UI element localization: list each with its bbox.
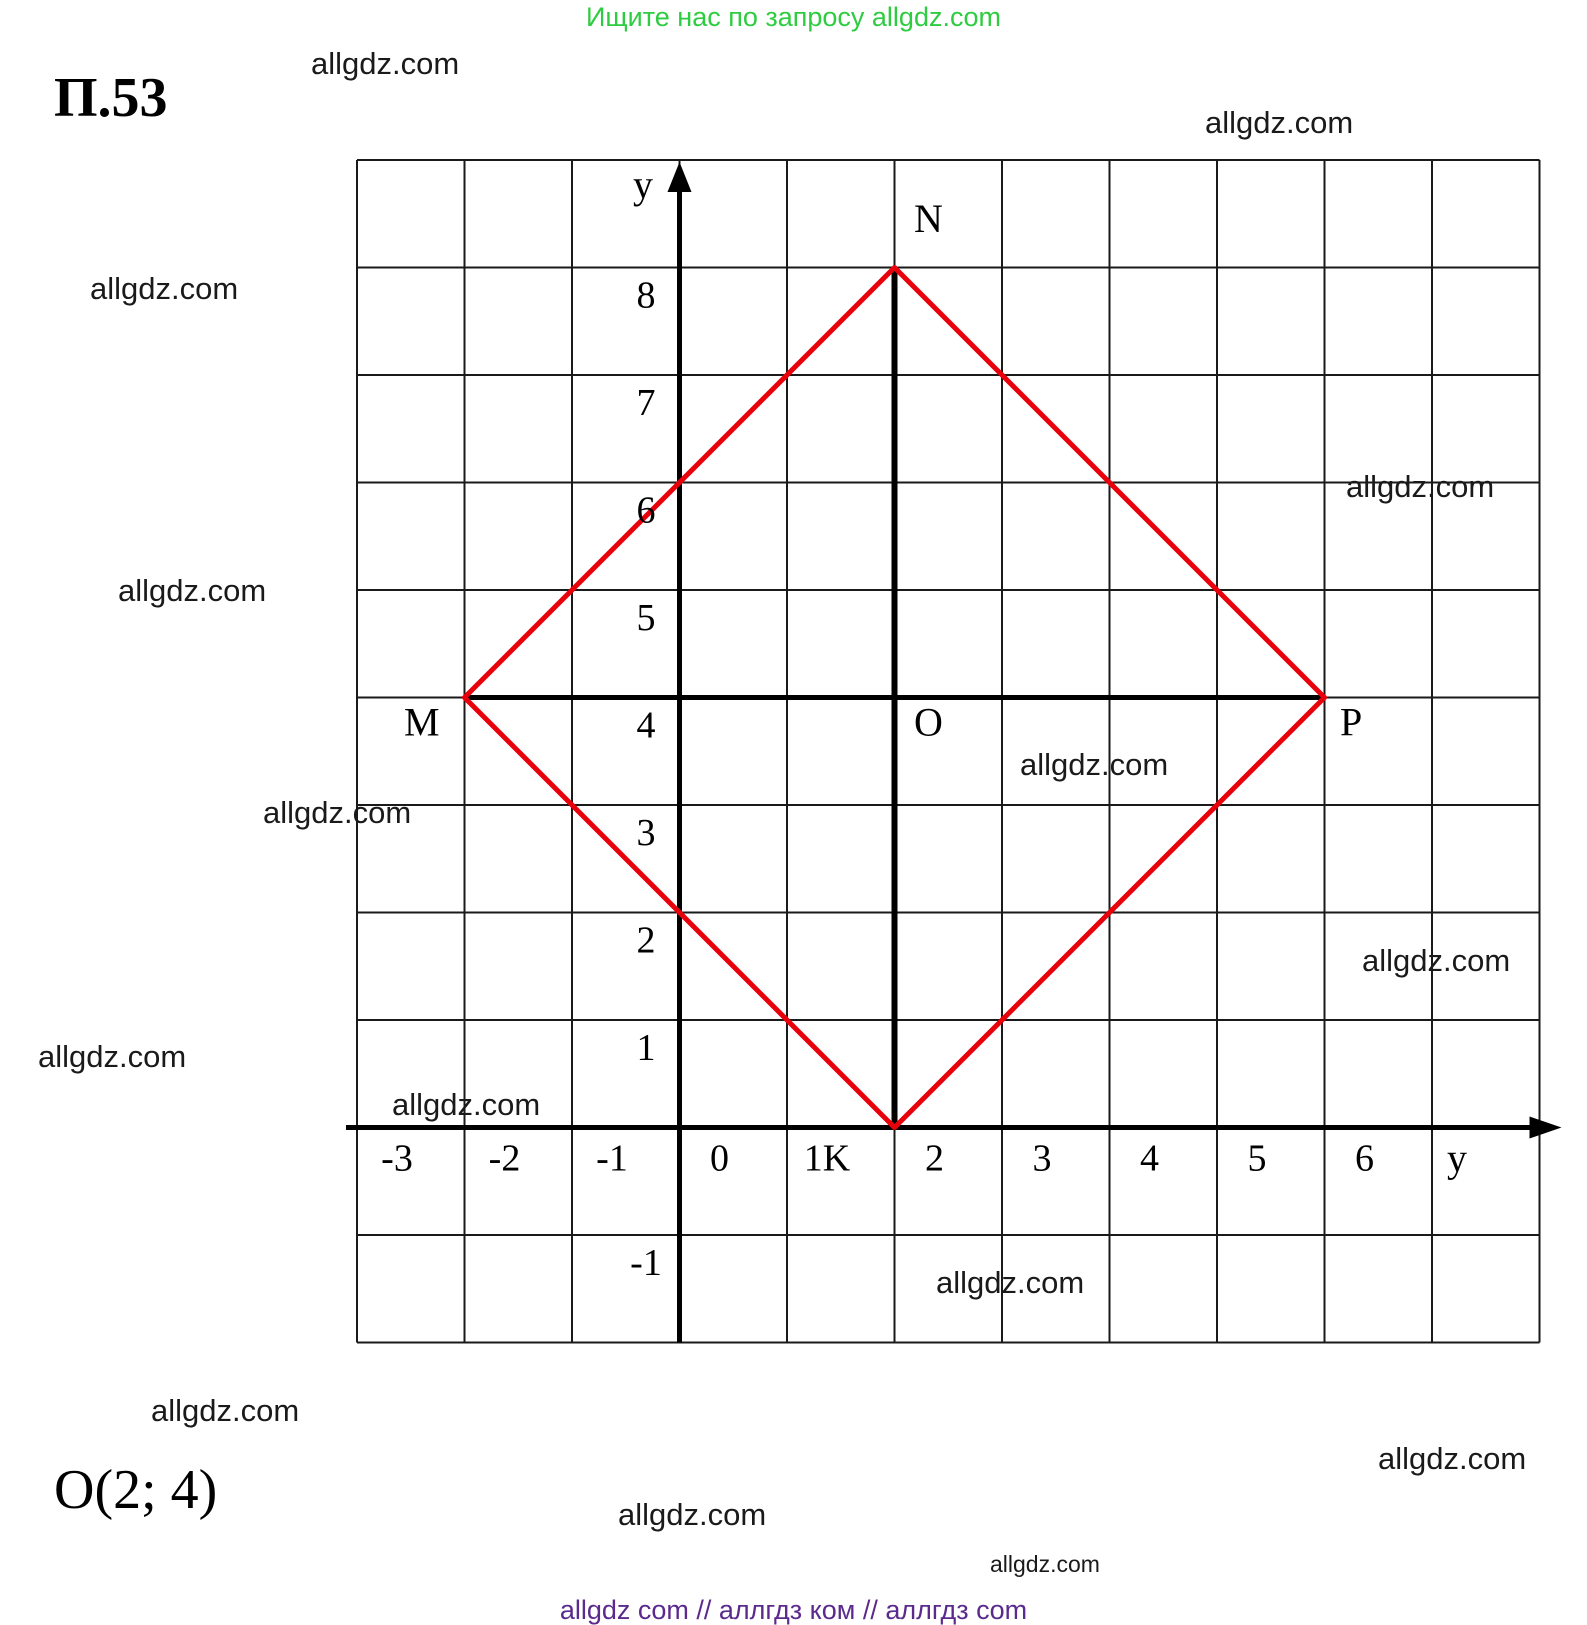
y-tick-label: 5 xyxy=(636,597,656,639)
y-axis-arrow xyxy=(668,162,692,192)
x-tick-label: -2 xyxy=(488,1137,521,1180)
x-tick-label: 4 xyxy=(1140,1137,1159,1180)
y-tick-label: 6 xyxy=(636,489,656,532)
tick-labels xyxy=(381,275,1374,1285)
bottom-banner: allgdz com // аллгдз ком // аллгдз com xyxy=(559,1595,1028,1625)
watermark: allgdz.com xyxy=(618,1497,767,1532)
x-tick-label: -1 xyxy=(596,1137,628,1180)
point-label-n: N xyxy=(914,196,943,241)
segments xyxy=(465,268,1325,1128)
y-axis-label: y xyxy=(633,162,653,207)
watermark: allgdz.com xyxy=(1378,1441,1527,1476)
y-tick-label: -1 xyxy=(630,1242,662,1284)
x-tick-label: 5 xyxy=(1247,1137,1267,1180)
watermark: allgdz.com xyxy=(311,46,460,81)
watermark: allgdz.com xyxy=(90,271,239,306)
y-tick-label: 7 xyxy=(636,382,656,424)
watermark: allgdz.com xyxy=(1020,747,1169,782)
watermark: allgdz.com xyxy=(392,1087,541,1122)
x-axis-label: y xyxy=(1447,1135,1467,1181)
watermark: allgdz.com xyxy=(263,795,412,830)
watermark: allgdz.com xyxy=(1362,943,1511,978)
watermark: allgdz.com xyxy=(151,1393,300,1428)
x-axis-arrow xyxy=(1530,1117,1562,1139)
x-tick-label: 0 xyxy=(710,1137,729,1180)
x-tick-label: 6 xyxy=(1355,1137,1374,1180)
x-tick-label: 1K xyxy=(803,1137,851,1180)
y-tick-label: 3 xyxy=(636,812,656,854)
problem-number: П.53 xyxy=(54,67,168,129)
watermark: allgdz.com xyxy=(1346,469,1495,504)
point-label-m: M xyxy=(404,699,440,745)
y-tick-label: 1 xyxy=(636,1027,656,1069)
watermark: allgdz.com xyxy=(1205,105,1354,140)
x-tick-label: -3 xyxy=(381,1137,413,1180)
axes xyxy=(346,162,1562,1343)
y-tick-label: 8 xyxy=(636,274,656,317)
x-tick-label: 2 xyxy=(925,1137,944,1180)
x-tick-label: 3 xyxy=(1032,1137,1052,1180)
y-tick-label: 2 xyxy=(636,919,656,962)
watermark: allgdz.com xyxy=(936,1265,1085,1300)
watermark-small: allgdz.com xyxy=(990,1551,1100,1577)
point-label-o: O xyxy=(914,699,943,745)
watermark: allgdz.com xyxy=(118,573,267,608)
top-banner: Ищите нас по запросу allgdz.com xyxy=(586,2,1001,32)
answer-text: O(2; 4) xyxy=(54,1459,218,1521)
y-tick-label: 4 xyxy=(636,704,656,747)
watermark: allgdz.com xyxy=(38,1039,187,1074)
point-label-p: P xyxy=(1340,699,1363,745)
